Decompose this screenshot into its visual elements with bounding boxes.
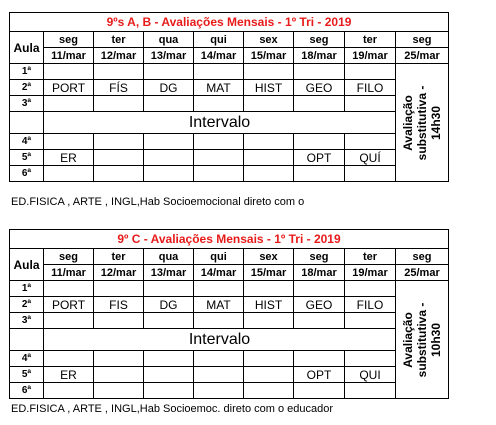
exam-cell [345, 96, 396, 112]
exam-cell [94, 383, 144, 399]
date-header: 15/mar [244, 48, 294, 64]
date-header: 13/mar [144, 265, 194, 281]
exam-cell [294, 166, 345, 182]
exam-cell [294, 64, 345, 80]
exam-cell [44, 64, 94, 80]
exam-cell [294, 313, 345, 329]
day-header: qui [194, 32, 244, 48]
lesson-number: 5ª [10, 150, 44, 166]
table-title: 9ºs A, B - Avaliações Mensais - 1º Tri - 2019 [10, 13, 449, 32]
substitutiva-line: substitutiva - [415, 302, 429, 377]
exam-cell [144, 150, 194, 166]
exam-cell: GEO [294, 80, 345, 96]
exam-cell [345, 134, 396, 150]
aula-header: Aula [10, 32, 44, 64]
lesson-row [10, 80, 449, 96]
exam-cell [194, 64, 244, 80]
exam-cell [194, 150, 244, 166]
lesson-number: 4ª [10, 134, 44, 150]
lesson-row [10, 383, 449, 399]
exam-cell: DG [144, 297, 194, 313]
date-header: 18/mar [294, 265, 345, 281]
exam-cell [144, 313, 194, 329]
day-header: seg [294, 32, 345, 48]
exam-cell: DG [144, 80, 194, 96]
exam-cell [144, 134, 194, 150]
day-header: seg [44, 32, 94, 48]
date-header: 14/mar [194, 265, 244, 281]
lesson-number: 3ª [10, 96, 44, 112]
footer-note: ED.FISICA , ARTE , INGL,Hab Socioemoc. direto com o educador [11, 403, 333, 415]
exam-cell [244, 64, 294, 80]
day-header: qua [144, 32, 194, 48]
exam-cell [94, 134, 144, 150]
exam-cell [194, 134, 244, 150]
exam-cell [244, 150, 294, 166]
exam-cell [345, 166, 396, 182]
lesson-row [10, 297, 449, 313]
exam-cell [194, 313, 244, 329]
schedule-table-2 [9, 229, 449, 399]
substitutiva-cell [396, 64, 449, 182]
lesson-number: 5ª [10, 367, 44, 383]
exam-cell [144, 96, 194, 112]
exam-cell: MAT [194, 297, 244, 313]
lesson-row [10, 313, 449, 329]
lesson-number: 3ª [10, 313, 44, 329]
exam-cell [194, 351, 244, 367]
exam-cell [244, 367, 294, 383]
lesson-row [10, 166, 449, 182]
intervalo-label: Intervalo [44, 112, 396, 134]
lesson-number: 6ª [10, 166, 44, 182]
exam-cell [44, 383, 94, 399]
intervalo-label: Intervalo [44, 329, 396, 351]
lesson-number: 2ª [10, 80, 44, 96]
exam-cell [44, 281, 94, 297]
day-header: seg [396, 32, 449, 48]
exam-cell [94, 313, 144, 329]
exam-cell [345, 64, 396, 80]
exam-cell: FÍS [94, 80, 144, 96]
exam-cell [94, 64, 144, 80]
lesson-row [10, 134, 449, 150]
lesson-number: 1ª [10, 64, 44, 80]
exam-cell [294, 383, 345, 399]
exam-cell [194, 367, 244, 383]
exam-cell: ER [44, 367, 94, 383]
day-header: ter [94, 32, 144, 48]
exam-cell: OPT [294, 367, 345, 383]
substitutiva-line: Avaliação [401, 94, 415, 151]
exam-cell [144, 367, 194, 383]
day-header: ter [94, 249, 144, 265]
exam-cell [244, 96, 294, 112]
date-header: 12/mar [94, 48, 144, 64]
exam-cell [194, 96, 244, 112]
exam-cell: PORT [44, 80, 94, 96]
exam-cell: GEO [294, 297, 345, 313]
date-header: 19/mar [345, 48, 396, 64]
intervalo-number-cell [10, 112, 44, 134]
substitutiva-label [401, 302, 443, 377]
substitutiva-cell [396, 281, 449, 399]
date-header: 11/mar [44, 48, 94, 64]
date-header: 12/mar [94, 265, 144, 281]
exam-cell [294, 96, 345, 112]
exam-cell [244, 313, 294, 329]
exam-cell [94, 150, 144, 166]
substitutiva-line: substitutiva - [415, 85, 429, 160]
exam-cell: PORT [44, 297, 94, 313]
day-header: qui [194, 249, 244, 265]
footer-note: ED.FISICA , ARTE , INGL,Hab Socioemocional direto com o [11, 196, 305, 208]
exam-cell [294, 351, 345, 367]
day-header: seg [44, 249, 94, 265]
day-header: ter [345, 249, 396, 265]
exam-cell [144, 383, 194, 399]
exam-cell: HIST [244, 80, 294, 96]
date-header: 14/mar [194, 48, 244, 64]
date-header: 25/mar [396, 48, 449, 64]
table-title: 9º C - Avaliações Mensais - 1º Tri - 2019 [10, 230, 449, 249]
exam-cell: FILO [345, 297, 396, 313]
exam-cell [144, 351, 194, 367]
exam-cell [194, 281, 244, 297]
exam-cell [144, 64, 194, 80]
exam-cell [44, 96, 94, 112]
substitutiva-label [401, 85, 443, 160]
lesson-row [10, 150, 449, 166]
lesson-row [10, 367, 449, 383]
lesson-row [10, 281, 449, 297]
exam-cell: ER [44, 150, 94, 166]
lesson-number: 1ª [10, 281, 44, 297]
exam-cell [294, 134, 345, 150]
exam-cell [94, 367, 144, 383]
exam-cell: QUI [345, 367, 396, 383]
date-header: 13/mar [144, 48, 194, 64]
exam-cell [244, 383, 294, 399]
exam-cell [94, 166, 144, 182]
exam-cell [94, 281, 144, 297]
aula-header: Aula [10, 249, 44, 281]
day-header: qua [144, 249, 194, 265]
exam-cell [44, 166, 94, 182]
exam-cell [244, 281, 294, 297]
date-header: 15/mar [244, 265, 294, 281]
lesson-row [10, 351, 449, 367]
date-header: 19/mar [345, 265, 396, 281]
exam-cell [294, 281, 345, 297]
lesson-number: 4ª [10, 351, 44, 367]
date-header: 11/mar [44, 265, 94, 281]
lesson-number: 6ª [10, 383, 44, 399]
lesson-row [10, 96, 449, 112]
exam-cell [345, 281, 396, 297]
exam-cell [345, 313, 396, 329]
day-header: seg [294, 249, 345, 265]
exam-cell [44, 351, 94, 367]
exam-cell [94, 96, 144, 112]
exam-cell: QUÍ [345, 150, 396, 166]
exam-cell [194, 166, 244, 182]
exam-cell [44, 313, 94, 329]
exam-cell [44, 134, 94, 150]
exam-cell [345, 351, 396, 367]
exam-cell [244, 134, 294, 150]
lesson-number: 2ª [10, 297, 44, 313]
exam-cell: HIST [244, 297, 294, 313]
day-header: ter [345, 32, 396, 48]
exam-cell [244, 351, 294, 367]
substitutiva-line: 14h30 [429, 105, 443, 140]
intervalo-number-cell [10, 329, 44, 351]
day-header: seg [396, 249, 449, 265]
lesson-row [10, 64, 449, 80]
exam-cell [345, 383, 396, 399]
exam-cell [144, 281, 194, 297]
exam-cell: MAT [194, 80, 244, 96]
exam-cell: OPT [294, 150, 345, 166]
substitutiva-line: Avaliação [401, 311, 415, 368]
day-header: sex [244, 32, 294, 48]
exam-cell [94, 351, 144, 367]
substitutiva-line: 10h30 [429, 322, 443, 357]
exam-cell [144, 166, 194, 182]
date-header: 18/mar [294, 48, 345, 64]
exam-cell [194, 383, 244, 399]
exam-cell: FIS [94, 297, 144, 313]
date-header: 25/mar [396, 265, 449, 281]
exam-cell [244, 166, 294, 182]
exam-cell: FILO [345, 80, 396, 96]
day-header: sex [244, 249, 294, 265]
schedule-table-1 [9, 12, 449, 182]
